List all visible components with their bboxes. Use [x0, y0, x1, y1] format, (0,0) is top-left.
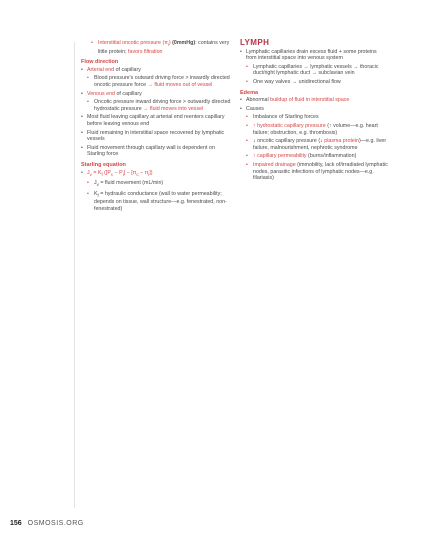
cause-3-hl: plasma protein	[324, 138, 359, 145]
cause-3-a: ↓ oncotic capillary pressure (↓	[253, 138, 325, 145]
lymph-bullet-1: • Lymphatic capillaries drain excess fluid + some proteins from interstitial space into venous system	[240, 49, 388, 62]
cause-2	[246, 123, 388, 136]
page-footer	[10, 520, 84, 527]
eq-part-g: ])	[149, 169, 153, 176]
venous-hl: Venous end	[87, 90, 115, 97]
site-name: OSMOSIS.ORG	[27, 520, 84, 527]
cause-4-hl: ↑ capillary permeability	[253, 153, 307, 160]
venous-sub-item	[87, 99, 233, 112]
edema-list	[240, 97, 388, 182]
lymph-sub-1: • Lymphatic capillaries → lymphatic vessels → thoracic duct/right lymphatic duct → subclavian vein	[246, 64, 388, 77]
top-list	[81, 40, 233, 55]
venous-sub: Oncotic pressure inward driving force > outwardly directed hydrostatic pressure	[94, 99, 231, 112]
edema-b1-hl: buildup of fluid in interstitial space	[270, 97, 350, 104]
venous-sub-hl: → fluid moves into vessel	[143, 105, 204, 112]
right-column	[240, 40, 388, 184]
eq-part-f: − π	[138, 169, 149, 176]
eq-sub-a: v	[89, 171, 92, 177]
cause-4-rest: (burns/inflammation)	[306, 153, 357, 160]
lymph-heading: LYMPH	[240, 38, 270, 47]
jv-b: = fluid movement (mL/min)	[98, 180, 164, 187]
cause-5	[246, 162, 388, 182]
kf-a: K	[94, 190, 98, 197]
eq-sub-c: c	[110, 171, 114, 177]
jv-a: J	[94, 180, 97, 187]
flow-bullet-2: • Fluid remaining in interstitial space recovered by lymphatic vessels	[81, 130, 233, 143]
cause-5-hl: Impaired drainage	[253, 161, 296, 168]
left-column	[81, 40, 233, 215]
top-item-sub: i	[167, 42, 169, 48]
jv-sub: v	[96, 182, 99, 188]
top-item-rest: : contains very little protein;	[98, 40, 230, 55]
eq-part-d: − P	[113, 169, 123, 176]
lymph-sub-2: • One way valves → unidirectional flow	[246, 79, 388, 86]
top-item-value: (0mmHg)	[172, 40, 196, 46]
venous-rest: of capillary	[114, 90, 142, 97]
top-item-label: Interstitial oncotic pressure (π	[98, 40, 168, 46]
top-item-close: )	[168, 40, 171, 46]
edema-causes: • Causes	[240, 106, 388, 113]
eq-part-e: ] − [π	[123, 169, 137, 176]
page-number: 156	[10, 520, 22, 527]
arterial-sub-hl: → fluid moves out of vessel	[147, 82, 213, 89]
eq-sub-d: i	[122, 171, 124, 177]
starling-heading: Starling equation	[81, 161, 126, 168]
edema-bullet-1	[240, 97, 388, 104]
eq-part-a: J	[87, 169, 90, 176]
jv-definition	[87, 180, 233, 189]
flow-list	[81, 67, 233, 158]
lymph-list	[240, 49, 388, 86]
cause-2-hl: ↑ hydrostatic capillary pressure	[253, 122, 326, 129]
cause-1: • Imbalance of Starling forces	[246, 114, 388, 121]
top-item-hl: favors filtration	[128, 48, 163, 55]
arterial-sub: Blood pressure's outward driving force > inwardly directed oncotic pressure force	[94, 75, 230, 89]
arterial-end-item	[81, 67, 233, 74]
eq-sub-e: c	[136, 171, 139, 177]
flow-bullet-3: • Fluid movement through capillary wall is dependent on Starling force	[81, 145, 233, 158]
flow-direction-heading: Flow direction	[81, 59, 119, 66]
arterial-hl: Arterial end	[87, 66, 115, 73]
flow-bullet-1: • Most fluid leaving capillary at arterial end reenters capillary before leaving venous end	[81, 114, 233, 127]
arterial-sub-item	[87, 75, 233, 88]
eq-sub-b: f	[101, 171, 103, 177]
venous-end-item	[81, 91, 233, 98]
edema-b1-a: Abnormal	[246, 97, 271, 104]
cause-5-rest: (immobility, lack of/irradiated lymphatic nodes, parasitic infections of lymphatic nodes—e.g. filariasis)	[253, 161, 388, 182]
kf-sub: f	[97, 192, 99, 198]
interstitial-oncotic-item	[91, 40, 233, 55]
eq-sub-f: i	[148, 171, 150, 177]
kf-b: = hydraulic conductance (wall to water permeability; depends on tissue, wall structure—e.g. fenestrated, non-fenestrated)	[94, 190, 227, 213]
cause-2-rest: (↑ volume—e.g. heart failure; obstruction, e.g. thrombosis)	[253, 122, 378, 136]
eq-part-c: ([P	[102, 169, 111, 176]
cause-4	[246, 153, 388, 160]
starling-list	[81, 170, 233, 213]
edema-heading: Edema	[240, 89, 259, 96]
column-divider	[74, 42, 75, 508]
cause-3-rest: )—e.g. liver failure, malnourishment, nephrotic syndrome	[253, 138, 387, 151]
eq-part-b: = K	[91, 169, 102, 176]
cause-3	[246, 138, 388, 151]
arterial-rest: of capillary	[114, 66, 141, 73]
starling-equation	[81, 170, 233, 179]
kf-definition	[87, 191, 233, 213]
